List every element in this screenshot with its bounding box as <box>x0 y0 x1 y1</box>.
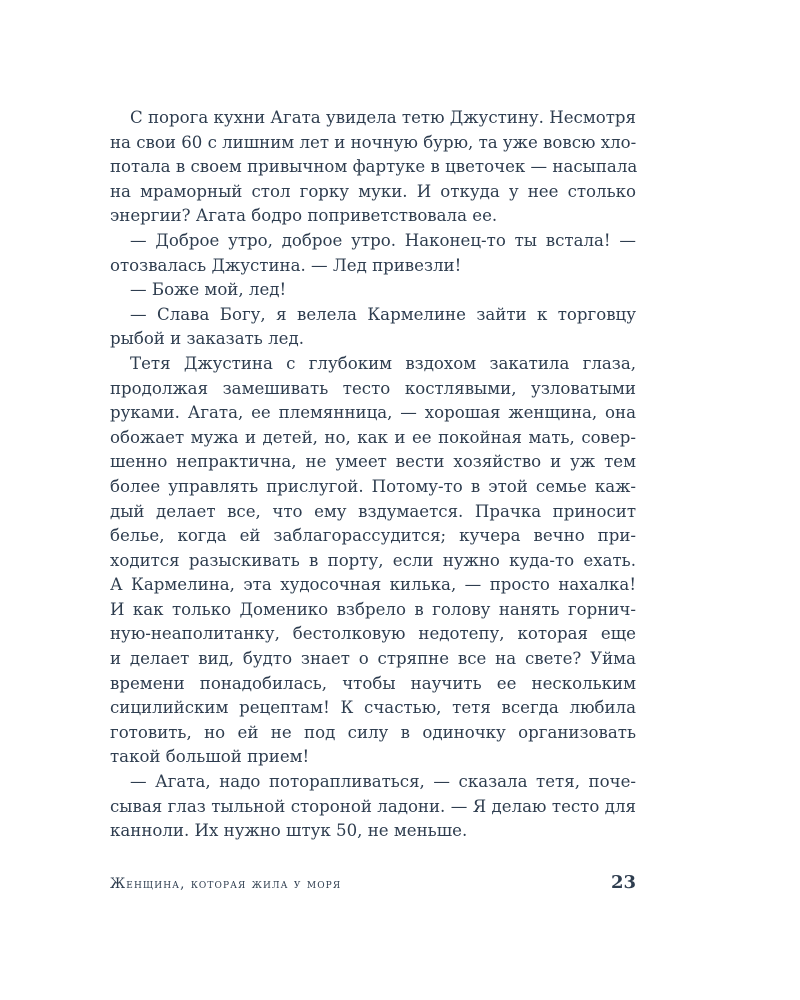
text-line: сицилийским рецептам! К счастью, тетя всегда любила <box>110 698 636 718</box>
text-line: сывая глаз тыльной стороной ладони. — Я делаю тесто для <box>110 796 636 816</box>
text-line: на свои 60 с лишним лет и ночную бурю, та уже вовсю хло- <box>110 132 637 152</box>
text-line: продолжая замешивать тесто костлявыми, узловатыми <box>110 378 636 398</box>
text-line: — Боже мой, лед! <box>130 280 287 300</box>
running-title: Женщина, которая жила у моря <box>110 876 342 892</box>
text-line: — Доброе утро, доброе утро. Наконец-то ты встала! — <box>130 230 636 250</box>
text-line: белье, когда ей заблагорассудится; кучера вечно при- <box>110 526 636 546</box>
text-line: И как только Доменико взбрело в голову нанять горнич- <box>110 599 636 619</box>
text-line: рыбой и заказать лед. <box>110 329 304 349</box>
text-line: обожает мужа и детей, но, как и ее покойная мать, совер- <box>110 427 636 447</box>
text-line: А Кармелина, эта худосочная килька, — просто нахалка! <box>110 575 636 595</box>
text-line: отозвалась Джустина. — Лед привезли! <box>110 255 462 275</box>
text-line: на мраморный стол горку муки. И откуда у нее столько <box>110 181 636 201</box>
page-footer <box>110 872 636 896</box>
text-line: — Агата, надо поторапливаться, — сказала тетя, поче- <box>130 772 636 792</box>
text-line: времени понадобилась, чтобы научить ее нескольким <box>110 673 636 693</box>
text-line: Тетя Джустина с глубоким вздохом закатила глаза, <box>130 353 636 373</box>
body-text <box>110 106 636 844</box>
text-line: шенно непрактична, не умеет вести хозяйство и уж тем <box>110 452 636 472</box>
text-line: руками. Агата, ее племянница, — хорошая женщина, она <box>110 403 636 423</box>
text-line: такой большой прием! <box>110 747 310 767</box>
text-line: и делает вид, будто знает о стряпне все на свете? Уйма <box>110 649 636 669</box>
text-line: канноли. Их нужно штук 50, не меньше. <box>110 821 468 841</box>
text-line: более управлять прислугой. Потому-то в этой семье каж- <box>110 476 636 496</box>
text-line: потала в своем привычном фартуке в цветочек — насыпала <box>110 157 638 177</box>
text-line: С порога кухни Агата увидела тетю Джустину. Несмотря <box>130 108 636 127</box>
text-line: ную-неаполитанку, бестолковую недотепу, которая еще <box>110 624 636 644</box>
text-line: дый делает все, что ему вздумается. Прачка приносит <box>110 501 636 521</box>
text-line: — Слава Богу, я велела Кармелине зайти к торговцу <box>130 304 636 324</box>
text-line: ходится разыскивать в порту, если нужно куда-то ехать. <box>110 550 636 570</box>
text-line: энергии? Агата бодро поприветствовала ее. <box>110 206 498 226</box>
text-line: готовить, но ей не под силу в одиночку организовать <box>110 722 636 742</box>
page-number: 23 <box>610 872 636 893</box>
